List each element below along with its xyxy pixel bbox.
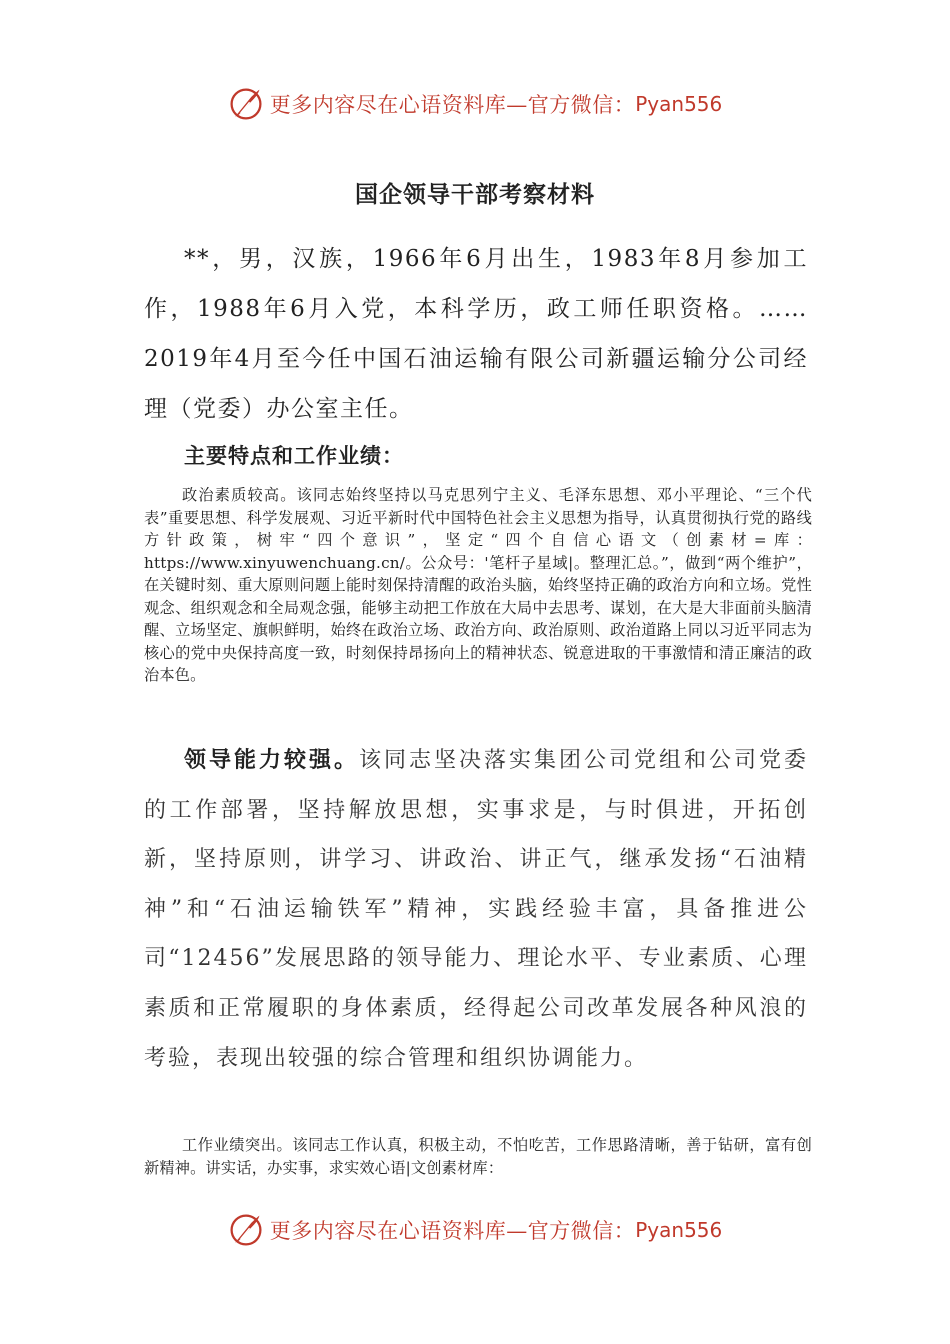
- watermark-wechat-id: Pyan556: [635, 92, 723, 116]
- watermark-wechat-id: Pyan556: [635, 1218, 723, 1242]
- work-achievement-paragraph: 工作业绩突出。该同志工作认真，积极主动，不怕吃苦，工作思路清晰，善于钻研，富有创新精神。讲实话，办实事，求实效心语|文创素材库：: [144, 1136, 812, 1177]
- section-heading: 主要特点和工作业绩：: [184, 444, 404, 468]
- watermark-text: 更多内容尽在心语资料库—官方微信：: [269, 93, 636, 117]
- leadership-lead: 领导能力较强。: [184, 748, 359, 773]
- watermark-banner-top: [0, 84, 950, 124]
- political-quality-paragraph: 政治素质较高。该同志始终坚持以马克思列宁主义、毛泽东思想、邓小平理论、“三个代表”重要思想、科学发展观、习近平新时代中国特色社会主义思想为指导，认真贯彻执行党的路线方针政策，树牢“四个意识”，坚定“四个自信心语文（创素材=库：https://www.xinyuwenchuang.cn/。公众号：'笔杆子星域|。整理汇总。”，做到“两个维护”，在关键时刻、重大原则问题上能时刻保持清醒的政治头脑，始终坚持正确的政治方向和立场。党性观念、组织观念和全局观念强，能够主动把工作放在大局中去思考、谋划，在大是大非面前头脑清醒、立场坚定、旗帜鲜明，始终在政治立场、政治方向、政治原则、政治道路上同以习近平同志为核心的党中央保持高度一致，时刻保持昂扬向上的精神状态、锐意进取的干事激情和清正廉洁的政治本色。: [144, 486, 812, 684]
- leadership-paragraph: [144, 736, 808, 1083]
- document-title: 国企领导干部考察材料: [355, 182, 595, 208]
- quill-logo-icon: [228, 86, 264, 122]
- quill-logo-icon: [228, 1212, 264, 1248]
- leadership-body: 该同志坚决落实集团公司党组和公司党委的工作部署，坚持解放思想，实事求是，与时俱进，开拓创新，坚持原则，讲学习、讲政治、讲正气，继承发扬“石油精神”和“石油运输铁军”精神，实践经验丰富，具备推进公司“12456”发展思路的领导能力、理论水平、专业素质、心理素质和正常履职的身体素质，经得起公司改革发展各种风浪的考验，表现出较强的综合管理和组织协调能力。: [144, 748, 808, 1071]
- watermark-text: 更多内容尽在心语资料库—官方微信：: [269, 1219, 636, 1243]
- watermark-banner-bottom: [0, 1210, 950, 1250]
- intro-paragraph: **，男，汉族，1966年6月出生，1983年8月参加工作，1988年6月入党，本科学历，政工师任职资格。……2019年4月至今任中国石油运输有限公司新疆运输分公司经理（党委）办公室主任。: [144, 246, 808, 422]
